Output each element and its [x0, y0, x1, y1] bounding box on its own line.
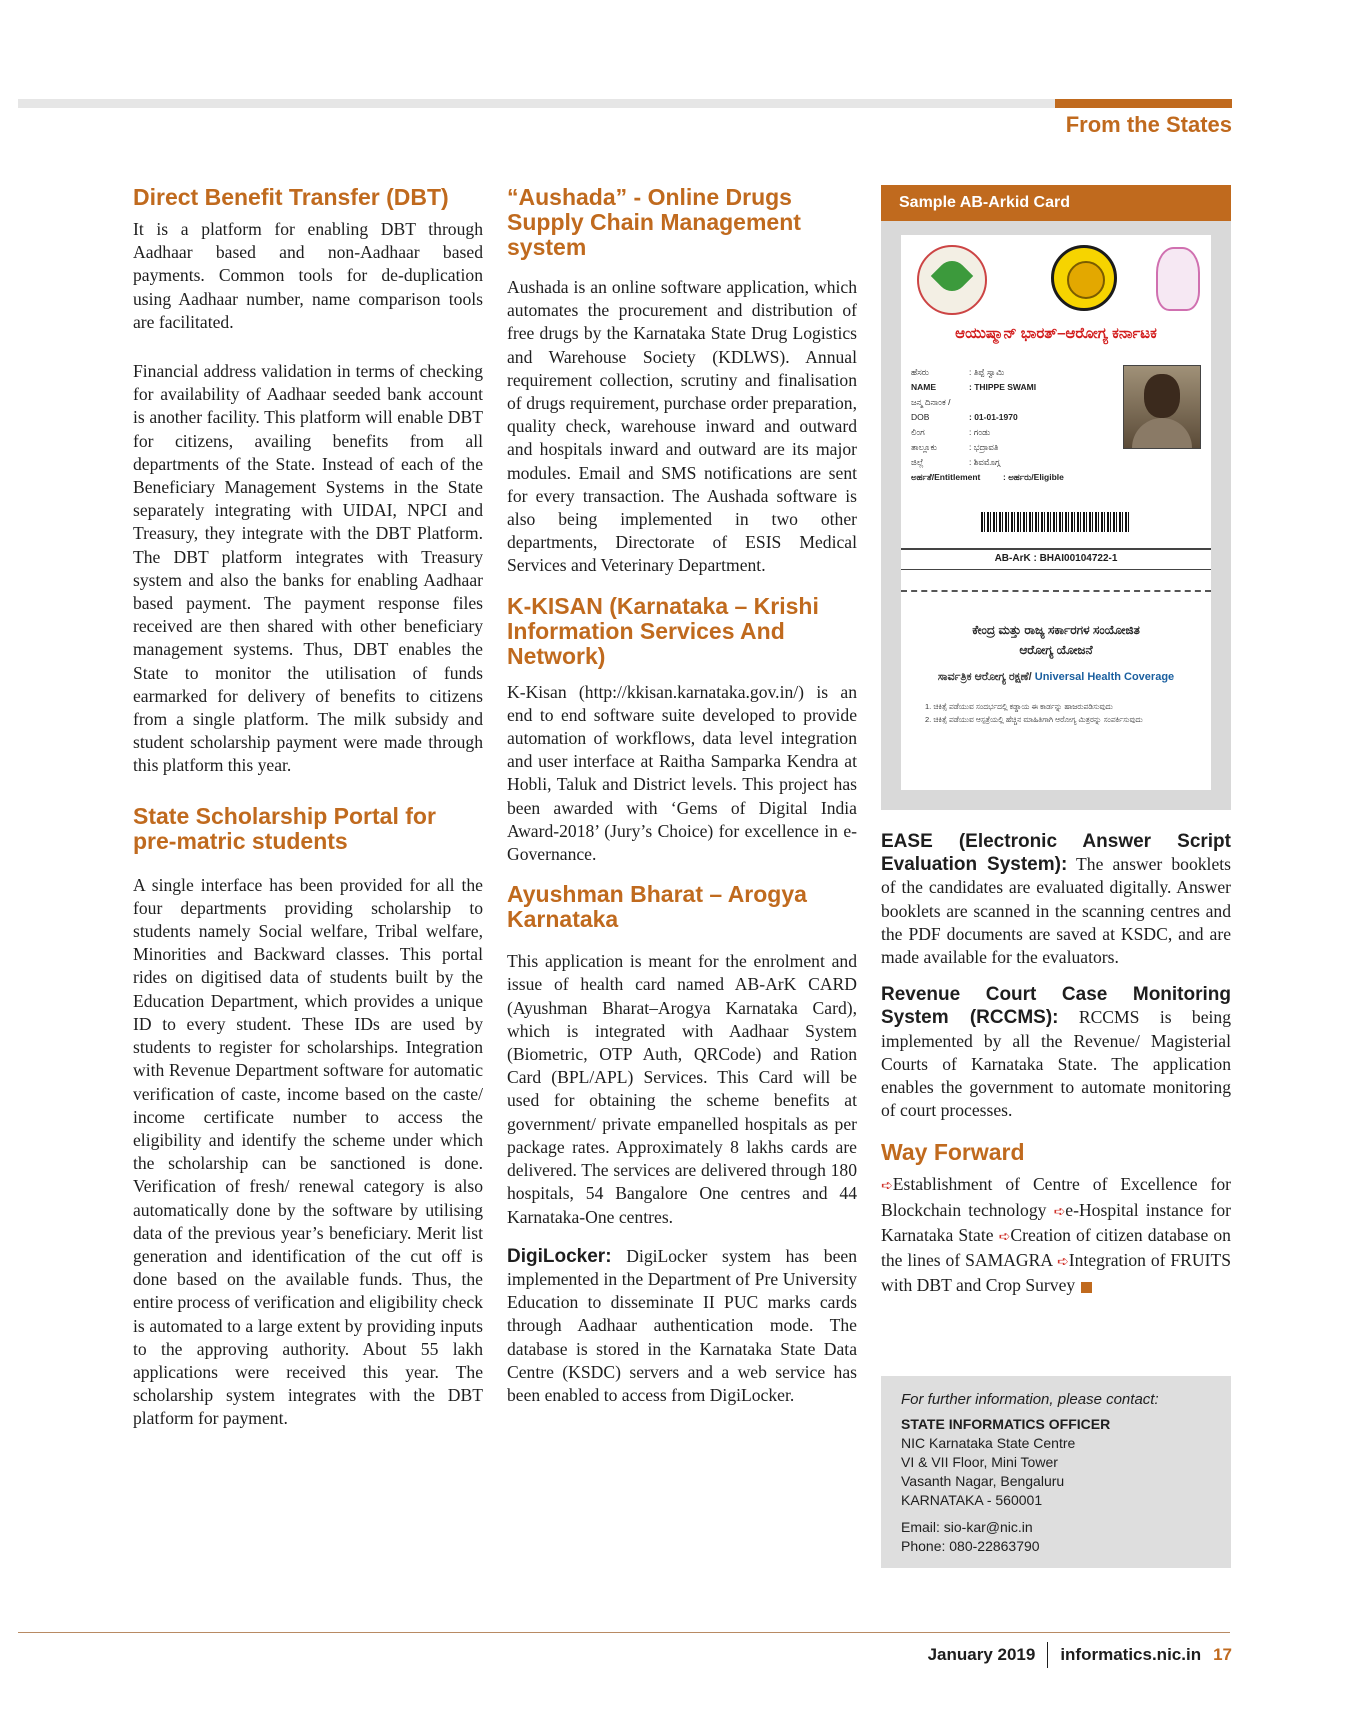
rccms-text: RCCMS is being implemented by all the Revenue/ Magisterial Courts of Karnataka State. The application enables the government to automate monitoring of court processes. [881, 1007, 1231, 1121]
header-accent-bar [1055, 99, 1232, 108]
karnataka-map-icon [1156, 247, 1200, 311]
card-field-label: ಲಿಂಗ [911, 427, 925, 437]
contact-address-line: VI & VII Floor, Mini Tower [901, 1454, 1058, 1470]
digilocker-lead: DigiLocker: [507, 1245, 612, 1267]
contact-address-line: KARNATAKA - 560001 [901, 1492, 1043, 1508]
dbt-paragraph-1: It is a platform for enabling DBT through Aadhaar based and non-Aadhaar based payments. Common tools for de-duplication using Aadhaar number, name comparison tools are facilitated. [133, 219, 483, 332]
way-forward-item: Establishment of Centre of Excellence for Blockchain technology [881, 1174, 1231, 1220]
contact-address-line: NIC Karnataka State Centre [901, 1435, 1076, 1451]
arrow-icon: ➪ [1053, 1203, 1066, 1220]
arrow-icon: ➪ [881, 1178, 893, 1195]
arrow-icon: ➪ [1057, 1254, 1069, 1271]
card-instruction-1: 1. ಚಿಕಿತ್ಸೆ ಪಡೆಯುವ ಸಂದರ್ಭದಲ್ಲಿ ಕಡ್ಡಾಯ ಈ ಕಾರ್ಡನ್ನು ಹಾಜರುಪಡಿಸುವುದು [925, 702, 1113, 711]
end-mark-icon [1081, 1282, 1092, 1293]
kkisan-heading: K-KISAN (Karnataka – Krishi Information Services And Network) [507, 592, 819, 669]
card-scheme-line-1: ಕೇಂದ್ರ ಮತ್ತು ರಾಜ್ಯ ಸರ್ಕಾರಗಳ ಸಂಯೋಜಿತ [972, 623, 1140, 637]
footer-date: January 2019 [927, 1645, 1036, 1664]
aushada-paragraph: Aushada is an online software application, which automates the procurement and distribution of free drugs by the Karnataka State Drug Logistics and Warehouse Society (KDLWS). Annual requirement collection, scrutiny and finalisation of drugs requirement, purchase order preparation, quality check, warehouse inward and outward and hospitals inward and outward are its major modules. Email and SMS notifications are sent for every transaction. The Aushada software is also being implemented in two other departments, Directorate of ESIS Medical Services and Veterinary Department. [507, 277, 857, 576]
column-3 [881, 185, 1231, 1311]
barcode [981, 512, 1131, 532]
contact-box [881, 1376, 1231, 1568]
card-coverage-english: Universal Health Coverage [1031, 671, 1175, 683]
card-details [911, 365, 1064, 485]
card-scheme-line-2: ಆರೋಗ್ಯ ಯೋಜನೆ [1019, 643, 1093, 657]
kkisan-paragraph: K-Kisan (http://kkisan.karnataka.gov.in/) is an end to end software suite developed to provide automation of workflows, data level integration and user interface at Raitha Samparka Kendra at Hobli, Taluk and District levels. This project has been awarded with ‘Gems of Digital India Award-2018’ (Jury’s Choice) for excellence in e-Governance. [507, 681, 857, 865]
card-field-label: NAME [911, 382, 937, 392]
card-field-value: : ತಿಪ್ಪೆ ಸ್ವಾಮಿ [969, 367, 1005, 377]
footer [928, 1641, 1232, 1669]
contact-intro: For further information, please contact: [901, 1391, 1159, 1408]
way-forward-heading: Way Forward [881, 1139, 1025, 1166]
column-1 [133, 185, 483, 1445]
way-forward-list [881, 1173, 1231, 1297]
page-number: 17 [1213, 1645, 1232, 1664]
footer-rule [18, 1632, 1230, 1633]
way-forward-item: Integration of FRUITS with DBT and Crop Survey [881, 1250, 1231, 1296]
card-cut-line [901, 590, 1211, 592]
card-field-value: : ಗಂಡು [969, 427, 991, 437]
card-field-label: ಅರ್ಹತೆ/Entitlement [911, 472, 981, 482]
cardholder-photo [1123, 365, 1201, 449]
card-caption: Sample AB-Arkid Card [881, 185, 1231, 221]
header-rule [18, 99, 1230, 108]
rccms-paragraph [881, 983, 1231, 1122]
ease-lead: EASE (Electronic Answer Script Evaluation System): [881, 831, 1231, 876]
column-2 [507, 185, 857, 1423]
ease-paragraph [881, 830, 1231, 969]
contact-address-line: Vasanth Nagar, Bengaluru [901, 1473, 1065, 1489]
contact-title: STATE INFORMATICS OFFICER [901, 1416, 1111, 1432]
card-field-value: : THIPPE SWAMI [969, 382, 1037, 392]
arrow-icon: ➪ [998, 1228, 1011, 1245]
arogya-logo-icon [917, 245, 987, 315]
card-instruction-2: 2. ಚಿಕಿತ್ಸೆ ಪಡೆಯುವ ಆಸ್ಪತ್ರೆಯಲ್ಲಿ ಹೆಚ್ಚಿನ ಮಾಹಿತಿಗಾಗಿ ಆರೋಗ್ಯ ಮಿತ್ರರನ್ನು ಸಂಪರ್ಕಿಸುವುದು [925, 715, 1143, 724]
section-label: From the States [1065, 112, 1232, 137]
ayushman-heading: Ayushman Bharat – Arogya Karnataka [507, 881, 807, 933]
card-field-label: ಜನ್ಮ ದಿನಾಂಕ / DOB [911, 397, 951, 422]
card-field-value: : ಭದ್ರಾವತಿ [969, 442, 999, 452]
digilocker-paragraph [507, 1245, 857, 1407]
ayushman-paragraph: This application is meant for the enrolment and issue of health card named AB-ArK CARD (Ayushman Bharat–Arogya Karnataka Card), which is integrated with Aadhaar System (Biometric, OTP Auth, QRCode) and Ration Card (BPL/APL) Services. This Card will be used for obtaining the scheme benefits at government/ private empanelled hospitals as per package rates. Approximately 8 lakhs cards are delivered. The services are delivered through 180 hospitals, 54 Bangalore One centres and 44 Karnataka-One centres. [507, 951, 857, 1227]
footer-site: informatics.nic.in [1060, 1645, 1202, 1664]
contact-email: Email: sio-kar@nic.in [901, 1519, 1033, 1535]
way-forward-item: Creation of citizen database on the lines of SAMAGRA [881, 1224, 1231, 1271]
scholarship-paragraph: A single interface has been provided for all the four departments providing scholarship to students namely Social welfare, Tribal welfare, Minorities and Backward classes. This portal rides on digitised data of students built by the Education Department, which provides a unique ID to every student. These IDs are used by students to register for scholarships. Integration with Revenue Department software for automatic verification of caste, income based on the caste/ income certificate number to access the eligibility and identify the scheme under which the scholarship can be sanctioned is done. Verification of fresh/ renewal category is also automatically done by the software by utilising data of the previous year’s beneficiary. Merit list generation and identification of the cut off is done based on the available funds. Thus, the entire process of verification and eligibility check is automated to a large extent by providing inputs to the approving authority. About 55 lakh applications were received this year. The scholarship system integrates with the DBT platform for payment. [133, 874, 483, 1429]
card-field-value: : 01-01-1970 [969, 412, 1018, 422]
card-field-value: : ಶಿವಮೊಗ್ಗ [969, 457, 1001, 467]
card-instructions [925, 700, 1201, 726]
way-forward-item: e-Hospital instance for Karnataka State [881, 1199, 1231, 1245]
ease-text: The answer booklets of the candidates are evaluated digitally. Answer booklets are scanned in the scanning centres and the PDF documents are saved at KSDC, and are made available for the evaluators. [881, 854, 1231, 968]
card-frame [881, 221, 1231, 810]
card-field-value: : ಅರ್ಹರು/Eligible [1003, 472, 1064, 482]
card-field-label: ಹೆಸರು [911, 367, 929, 377]
ab-ark-card-image [901, 235, 1211, 790]
dbt-paragraph-2: Financial address validation in terms of checking for availability of Aadhaar seeded bank account is another facility. This platform will enable DBT for citizens, availing benefits from all departments of the State. Instead of each of the Beneficiary Management Systems in the State separately integrating with UIDAI, NPCI and Treasury, they integrate with the DBT Platform. The DBT platform integrates with Treasury system and also the banks for enabling Aadhaar based payment. The payment response files received are then shared with other beneficiary management systems. Thus, DBT enables the State to monitor the utilisation of funds earmarked for delivery of benefits to citizens from a single platform. The milk subsidy and student scholarship payment were made through this platform this year. [133, 361, 483, 776]
aushada-heading: “Aushada” - Online Drugs Supply Chain Management system [507, 184, 801, 260]
card-field-label: ತಾಲ್ಲೂಕು [911, 442, 937, 452]
dbt-heading: Direct Benefit Transfer (DBT) [133, 184, 449, 210]
contact-phone: Phone: 080-22863790 [901, 1538, 1040, 1554]
card-title-kannada: ಆಯುಷ್ಮಾನ್ ಭಾರತ್–ಆರೋಗ್ಯ ಕರ್ನಾಟಕ [955, 325, 1157, 342]
card-id: AB-ArK : BHAI00104722-1 [994, 553, 1118, 564]
card-field-label: ಜಿಲ್ಲೆ [911, 457, 924, 467]
footer-separator [1047, 1642, 1048, 1668]
card-scheme-kannada [901, 620, 1211, 660]
card-coverage [901, 671, 1211, 684]
karnataka-emblem-icon [1051, 245, 1117, 311]
rccms-lead: Revenue Court Case Monitoring System (RCCMS): [881, 984, 1231, 1029]
digilocker-text: DigiLocker system has been implemented in the Department of Pre University Education to disseminate II PUC marks cards through Aadhaar authentication mode. The database is stored in the Karnataka State Data Centre (KSDC) servers and a web service has been enabled to access from DigiLocker. [507, 1245, 857, 1405]
card-coverage-kannada: ಸಾರ್ವತ್ರಿಕ ಆರೋಗ್ಯ ರಕ್ಷಣೆ/ [937, 671, 1032, 683]
scholarship-heading: State Scholarship Portal for pre-matric students [133, 802, 436, 854]
